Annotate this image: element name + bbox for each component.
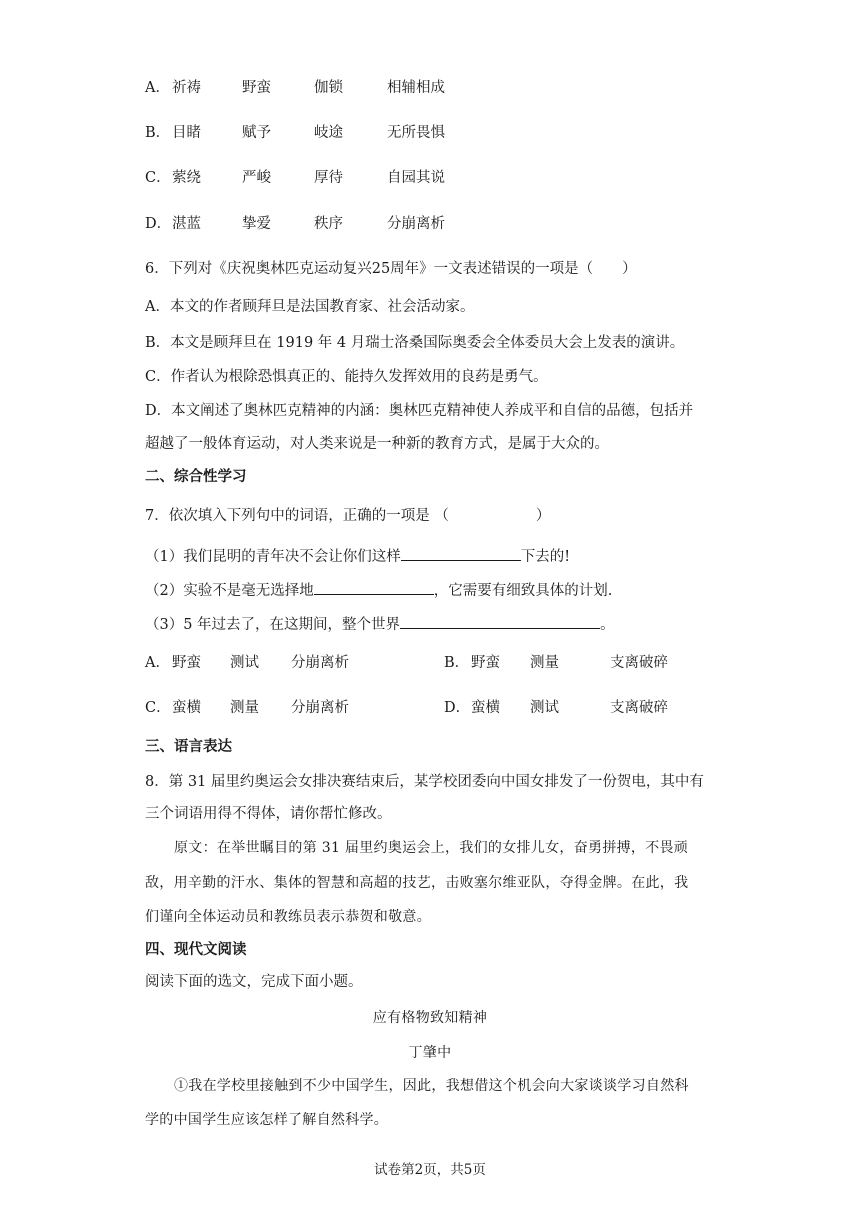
option-word: 挚爱 <box>242 216 271 232</box>
option-letter: C． <box>145 700 171 716</box>
option-word: 无所畏惧 <box>387 125 445 141</box>
option-letter: D． <box>444 700 471 716</box>
option-word: 相辅相成 <box>387 80 445 96</box>
article-paragraph-1-line2: 学的中国学生应该怎样了解自然科学。 <box>145 1112 389 1128</box>
q6-option-d-line1: D．本文阐述了奥林匹克精神的内涵：奥林匹克精神使人养成平和自信的品德，包括并 <box>145 403 694 419</box>
page-footer: 试卷第2页，共5页 <box>374 1162 486 1178</box>
q7-stem: 7．依次填入下列句中的词语，正确的一项是 （ ） <box>145 508 551 524</box>
option-word: 厚待 <box>314 170 343 186</box>
q7-sentence-2 <box>145 580 612 601</box>
option-word: 野蛮 <box>242 80 271 96</box>
option-word: 测试 <box>230 655 259 671</box>
q7-sentence-2-start: （2）实验不是毫无选择地 <box>145 583 314 599</box>
option-word: 秩序 <box>314 216 343 232</box>
q7-sentence-3 <box>145 614 615 635</box>
option-word: 分崩离析 <box>291 655 349 671</box>
q8-original-line2: 敌，用辛勤的汗水、集体的智慧和高超的技艺，击败塞尔维亚队，夺得金牌。在此，我 <box>145 875 689 891</box>
answer-blank <box>314 580 434 595</box>
option-word: 赋予 <box>242 125 271 141</box>
option-letter: A． <box>145 80 170 96</box>
option-word: 野蛮 <box>172 655 201 671</box>
option-word: 分崩离析 <box>387 216 445 232</box>
q7-sentence-3-end: 。 <box>600 617 615 633</box>
q7-sentence-3-start: （3）5 年过去了，在这期间，整个世界 <box>145 617 401 633</box>
answer-blank <box>401 546 521 561</box>
section-heading: 三、语言表达 <box>145 739 232 755</box>
q6-stem: 6．下列对《庆祝奥林匹克运动复兴25周年》一文表述错误的一项是（ ） <box>145 261 637 277</box>
option-word: 测量 <box>230 700 259 716</box>
article-author: 丁肇中 <box>408 1045 452 1061</box>
option-word: 测量 <box>530 655 559 671</box>
q7-sentence-2-end: ，它需要有细致具体的计划. <box>433 583 613 599</box>
article-paragraph-1-line1: ①我在学校里接触到不少中国学生，因此，我想借这个机会向大家谈谈学习自然科 <box>174 1078 689 1094</box>
option-word: 蛮横 <box>471 700 500 716</box>
option-letter: B． <box>444 655 470 671</box>
article-title: 应有格物致知精神 <box>372 1010 488 1026</box>
option-word: 严峻 <box>242 170 271 186</box>
option-word: 萦绕 <box>172 170 201 186</box>
q8-stem-line1: 8．第 31 届里约奥运会女排决赛结束后，某学校团委向中国女排发了一份贺电，其中有 <box>145 774 704 790</box>
option-word: 测试 <box>530 700 559 716</box>
option-word: 支离破碎 <box>610 655 668 671</box>
option-letter: A． <box>145 655 170 671</box>
q6-option-a: A．本文的作者顾拜旦是法国教育家、社会活动家。 <box>145 299 475 315</box>
q6-option-d-line2: 超越了一般体育运动，对人类来说是一种新的教育方式，是属于大众的。 <box>145 436 609 452</box>
q8-original-line3: 们谨向全体运动员和教练员表示恭贺和敬意。 <box>145 909 431 925</box>
option-word: 湛蓝 <box>172 216 201 232</box>
q6-option-b: B．本文是顾拜旦在 1919 年 4 月瑞士洛桑国际奥委会全体委员大会上发表的演讲。 <box>145 335 685 351</box>
q7-sentence-1-end: 下去的! <box>520 549 571 565</box>
option-word: 分崩离析 <box>291 700 349 716</box>
option-letter: B． <box>145 125 171 141</box>
option-word: 野蛮 <box>471 655 500 671</box>
q8-stem-line2: 三个词语用得不得体，请你帮忙修改。 <box>145 806 392 822</box>
section-heading: 四、现代文阅读 <box>145 942 247 958</box>
option-word: 岐途 <box>314 125 343 141</box>
reading-intro: 阅读下面的选文，完成下面小题。 <box>145 974 363 990</box>
q7-sentence-1-start: （1）我们昆明的青年决不会让你们这样 <box>145 549 401 565</box>
option-letter: D． <box>145 216 172 232</box>
option-letter: C． <box>145 170 171 186</box>
option-word: 伽锁 <box>314 80 343 96</box>
option-word: 目睹 <box>172 125 201 141</box>
option-word: 自园其说 <box>387 170 445 186</box>
option-word: 支离破碎 <box>610 700 668 716</box>
answer-blank <box>400 614 600 629</box>
q7-sentence-1 <box>145 546 570 567</box>
section-heading: 二、综合性学习 <box>145 469 247 485</box>
q8-original-line1: 原文：在举世瞩目的第 31 届里约奥运会上，我们的女排儿女，奋勇拼搏，不畏顽 <box>174 840 689 856</box>
option-word: 蛮横 <box>172 700 201 716</box>
q6-option-c: C．作者认为根除恐惧真正的、能持久发挥效用的良药是勇气。 <box>145 369 548 385</box>
option-word: 祈祷 <box>172 80 201 96</box>
